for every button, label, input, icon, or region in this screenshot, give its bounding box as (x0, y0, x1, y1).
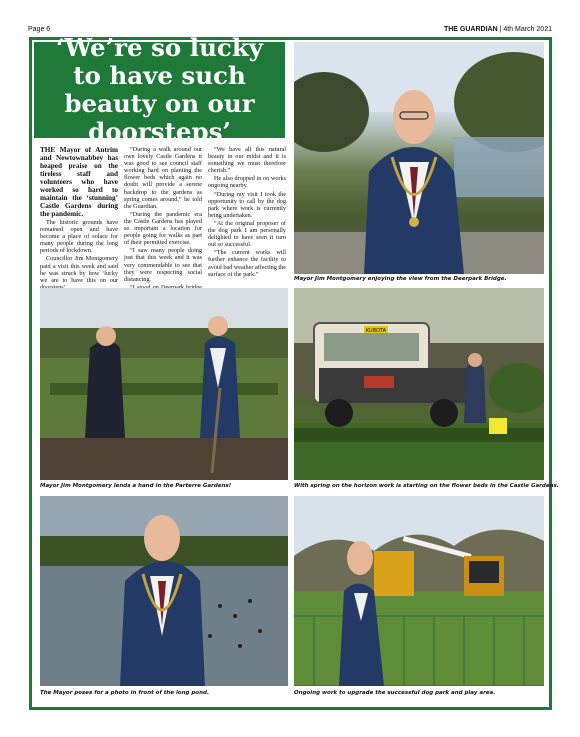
photo-illustration (294, 496, 544, 686)
photo-dog-park-works (294, 496, 544, 686)
article-body (40, 146, 286, 284)
article-paragraph: Councillor Jim Montgomery paid a visit this week and said he was struck by how ‘lucky we are to have this on our (40, 255, 118, 284)
article-paragraph: “During my visit I took the opportunity to call by the dog park where work is currently being undertaken. (208, 190, 286, 219)
photo-caption: Mayor Jim Montgomery lends a hand in the Parterre Gardens! (40, 483, 232, 489)
vehicle-sign: KUBOTA (365, 328, 387, 334)
article-paragraph: “I saw many people doing just that this week and it was very commendable to see that they were respecting social distancing. (124, 247, 202, 283)
photo-illustration (40, 496, 288, 686)
article-lead: THE Mayor of Antrim and Newtownabbey has heaped praise on the tireless staff and volunteers who have worked so hard to maintain the ‘stunning’ Castle Gardens during the pandemic. (40, 146, 118, 218)
paper-name: THE GUARDIAN (443, 26, 498, 33)
photo-illustration (294, 288, 544, 480)
article-paragraph: “We have all this natural beauty in our midst and it is something we must therefore cherish.” (208, 146, 286, 175)
masthead-date: THE GUARDIAN | 4th March 2021 (443, 26, 552, 33)
article-paragraph: “The current works will further enhance the facility to avoid bad weather affecting the surface of the park.” (208, 249, 286, 278)
article-paragraph: He also dropped in on works ongoing nearby. (208, 175, 286, 190)
photo-mayor-deerpark-bridge (294, 42, 544, 274)
article-paragraph: “During the pandemic era the Castle Gardens has played so important a location for people going for walks as part of their permitted exercise. (124, 210, 202, 247)
photo-caption: Mayor Jim Montgomery enjoying the view from the Deerpark Bridge. (294, 276, 507, 282)
article-paragraph: “During a walk around our own lovely Castle Gardens it was good to see council staff working hard on planting the flower beds which again no doubt will provide a serene backdrop to the gardens as spring comes around,” he told the Guardian. (124, 146, 202, 210)
photo-long-pond (40, 496, 288, 686)
photo-flower-beds-work (294, 288, 544, 480)
photo-illustration (40, 288, 288, 480)
article-paragraph: The historic grounds have remained open and have become a place of solace for many people during the long periods of lockdown. (40, 219, 118, 255)
headline: ‘We’re so lucky to have such beauty on our doorsteps’ (34, 42, 285, 138)
article-paragraph: “At the original proposer of the dog park I am personally delighted to have seen it turn out so successful. (208, 219, 286, 249)
photo-parterre-gardens (40, 288, 288, 480)
photo-caption: The Mayor poses for a photo in front of the long pond. (40, 690, 210, 696)
page-number: Page 6 (28, 26, 51, 33)
photo-caption: Ongoing work to upgrade the successful dog park and play area. (294, 690, 496, 696)
issue-date: 4th March 2021 (503, 26, 552, 33)
photo-caption: With spring on the horizon work is starting on the flower beds in the Castle Gardens. (294, 483, 559, 489)
photo-illustration (294, 42, 544, 274)
